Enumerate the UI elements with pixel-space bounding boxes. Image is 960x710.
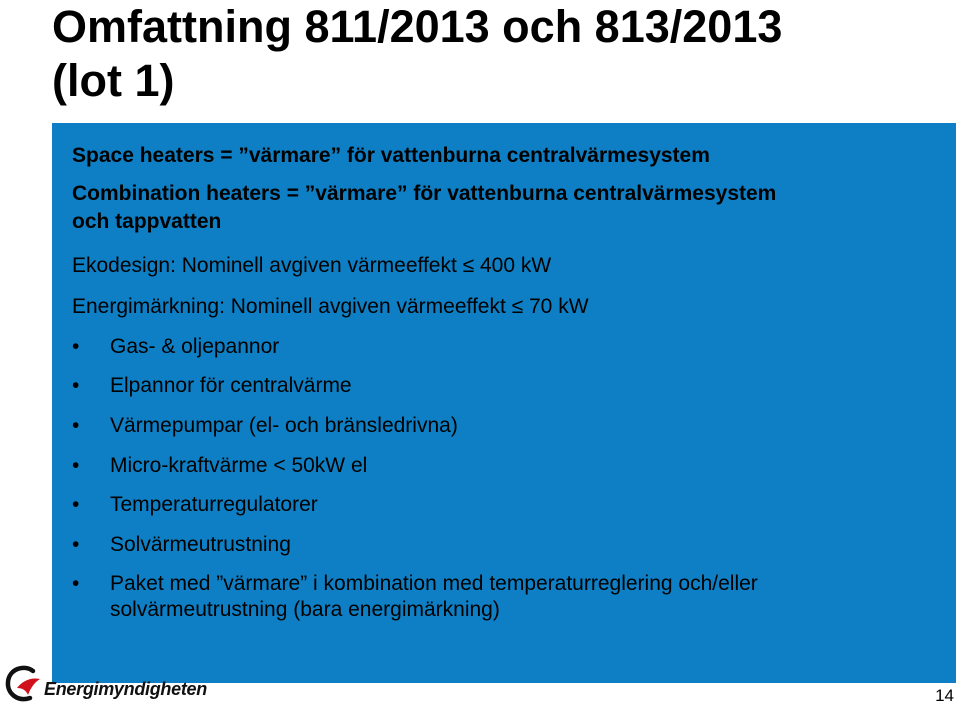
list-item-text: Temperaturregulatorer bbox=[110, 493, 318, 516]
space-heaters-line: Space heaters = ”värmare” för vattenburna centralvärmesystem bbox=[72, 144, 710, 167]
slide-title-line-2: (lot 1) bbox=[52, 55, 175, 106]
list-item-text: Gas- & oljepannor bbox=[110, 335, 280, 358]
ekodesign-line: Ekodesign: Nominell avgiven värmeeffekt ≤ 400 kW bbox=[72, 254, 552, 277]
bullet-icon: • bbox=[72, 454, 80, 477]
slide-title-line-1: Omfattning 811/2013 och 813/2013 bbox=[52, 1, 783, 52]
bullet-icon: • bbox=[72, 493, 80, 516]
bullet-icon: • bbox=[72, 414, 80, 437]
energimarkning-line: Energimärkning: Nominell avgiven värmeeffekt ≤ 70 kW bbox=[72, 295, 589, 318]
bullet-icon: • bbox=[72, 572, 80, 595]
bullet-icon: • bbox=[72, 533, 80, 556]
list-item-text: Micro-kraftvärme < 50kW el bbox=[110, 454, 368, 477]
list-item-text: Paket med ”värmare” i kombination med temperaturreglering och/eller solvärmeutrustning (bara energimärkning) bbox=[110, 572, 758, 621]
combination-heaters-line-continued: och tappvatten bbox=[72, 210, 222, 233]
list-item-text: Solvärmeutrustning bbox=[110, 533, 291, 556]
energimyndigheten-logo bbox=[4, 665, 207, 705]
list-item-text: Värmepumpar (el- och bränsledrivna) bbox=[110, 414, 458, 437]
logo-wordmark: Energimyndigheten bbox=[44, 679, 207, 699]
content-box bbox=[52, 123, 956, 683]
slide-title bbox=[52, 0, 942, 108]
energimyndigheten-logo-icon bbox=[4, 665, 44, 705]
combination-heaters-line: Combination heaters = ”värmare” för vattenburna centralvärmesystem bbox=[72, 182, 777, 205]
bullet-icon: • bbox=[72, 335, 80, 358]
list-item-text: Elpannor för centralvärme bbox=[110, 374, 352, 397]
bullet-icon: • bbox=[72, 374, 80, 397]
page-number: 14 bbox=[935, 686, 954, 705]
